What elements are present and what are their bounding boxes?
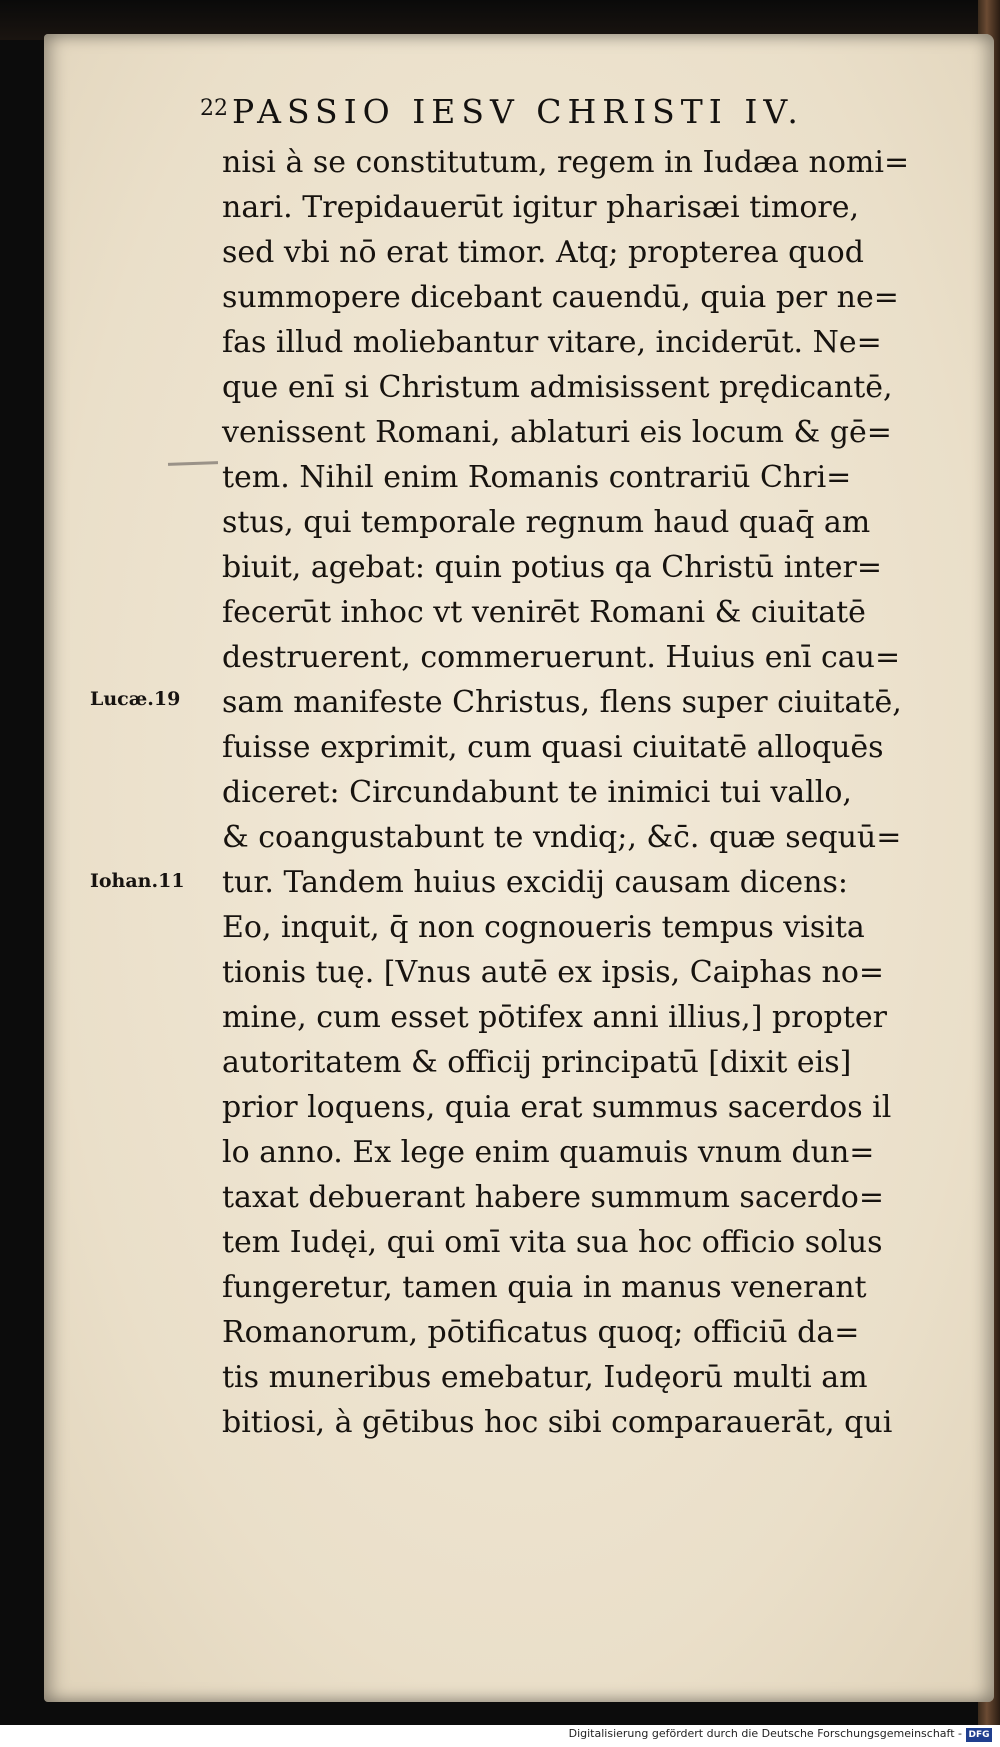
text-line: fuisse exprimit, cum quasi ciuitatē alloquēs (222, 730, 884, 765)
footer-credit: Digitalisierung gefördert durch die Deutsche Forschungsgemeinschaft - (568, 1727, 962, 1740)
text-line: tis muneribus emebatur, Iudęorū multi am (222, 1360, 868, 1395)
text-line: tur. Tandem huius excidij causam dicens: (222, 865, 848, 900)
body-text (222, 140, 932, 1445)
text-line: nari. Trepidauerūt igitur pharisæi timore, (222, 190, 860, 225)
page-number: 22 (200, 96, 228, 121)
margin-note-iohan: Iohan.11 (90, 870, 185, 892)
text-line: autoritatem & officij principatū [dixit eis] (222, 1045, 852, 1080)
text-line: prior loquens, quia erat summus sacerdos il (222, 1090, 892, 1125)
running-head: PASSIO IESV CHRISTI IV. (232, 92, 804, 131)
text-line: que enī si Christum admisissent prędicantē, (222, 370, 893, 405)
text-line: venissent Romani, ablaturi eis locum & gē= (222, 415, 892, 450)
text-line: & coangustabunt te vndiq;, &c̄. quæ sequū= (222, 820, 902, 855)
text-line: Romanorum, pōtificatus quoq; officiū da= (222, 1315, 860, 1350)
text-line: biuit, agebat: quin potius qa Christū inter= (222, 550, 882, 585)
text-line: stus, qui temporale regnum haud quaq̄ am (222, 505, 871, 540)
text-line: fecerūt inhoc vt venirēt Romani & ciuitatē (222, 595, 866, 630)
text-line: fas illud moliebantur vitare, inciderūt. Ne= (222, 325, 882, 360)
text-line: diceret: Circundabunt te inimici tui vallo, (222, 775, 852, 810)
dfg-logo-icon: DFG (966, 1728, 992, 1742)
text-line: nisi à se constitutum, regem in Iudæa nomi= (222, 145, 910, 180)
text-line: lo anno. Ex lege enim quamuis vnum dun= (222, 1135, 875, 1170)
margin-note-lucae: Lucæ.19 (90, 688, 181, 710)
text-line: mine, cum esset pōtifex anni illius,] propter (222, 1000, 887, 1035)
text-line: destruerent, commeruerunt. Huius enī cau= (222, 640, 901, 675)
text-line: Eo, inquit, q̄ non cognoueris tempus visita (222, 910, 865, 945)
text-line: summopere dicebant cauendū, quia per ne= (222, 280, 899, 315)
text-line: tem Iudęi, qui omī vita sua hoc officio solus (222, 1225, 883, 1260)
text-line: tionis tuę. [Vnus autē ex ipsis, Caiphas no= (222, 955, 885, 990)
text-line: fungeretur, tamen quia in manus venerant (222, 1270, 867, 1305)
text-line: sam manifeste Christus, flens super ciuitatē, (222, 685, 902, 720)
text-line: sed vbi nō erat timor. Atq; propterea quod (222, 235, 864, 270)
text-line: bitiosi, à gētibus hoc sibi comparauerāt, qui (222, 1405, 893, 1440)
text-line: tem. Nihil enim Romanis contrariū Chri= (222, 460, 852, 495)
text-line: taxat debuerant habere summum sacerdo= (222, 1180, 885, 1215)
